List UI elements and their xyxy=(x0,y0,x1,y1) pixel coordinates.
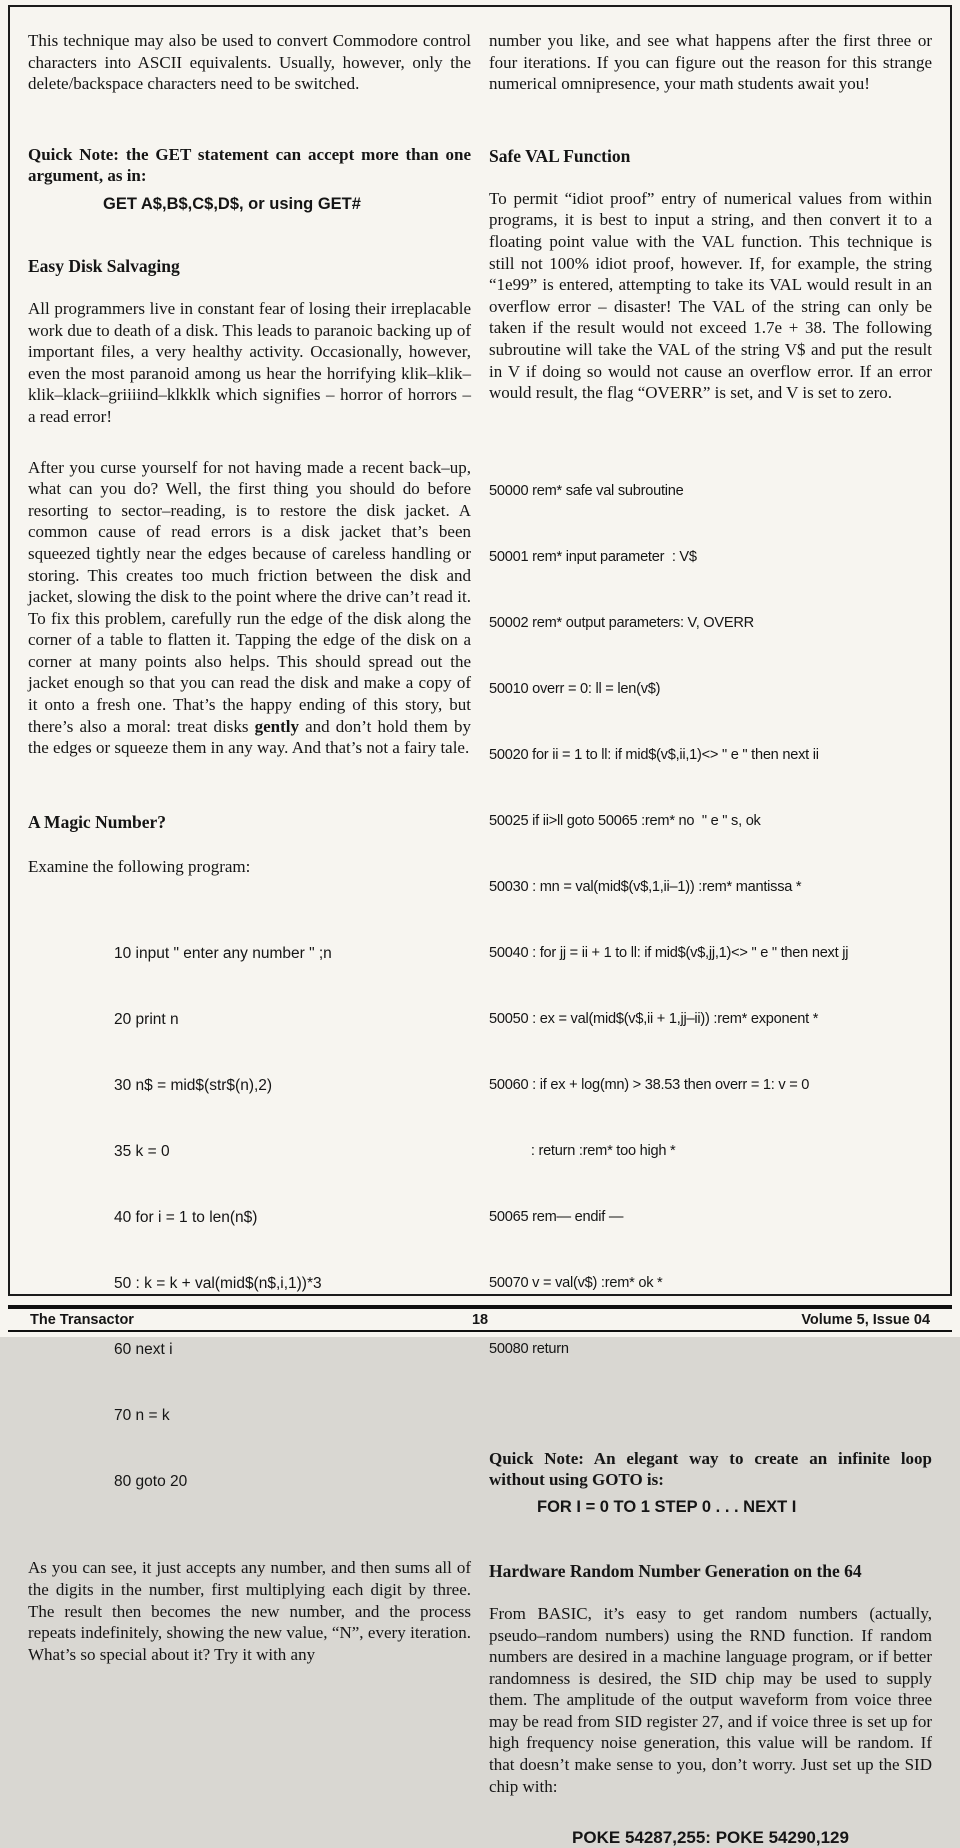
code-line: 50001 rem* input parameter : V$ xyxy=(489,548,697,565)
heading-a-magic-number: A Magic Number? xyxy=(28,811,167,832)
left-column xyxy=(28,30,471,1665)
magic-number-outro: As you can see, it just accepts any number, and then sums all of the digits in the number, first multiplying each digit by three. The result then becomes the new number, and the process repeats indefinitely, showing the new value, “N”, every iteration. What’s so special about it? Try it with any xyxy=(28,1558,471,1664)
code-line: 50065 rem— endif — xyxy=(489,1208,624,1225)
code-line: 30 n$ = mid$(str$(n),2) xyxy=(114,1077,273,1095)
code-line: : return :rem* too high * xyxy=(489,1142,676,1159)
code-line: 50070 v = val(v$) :rem* ok * xyxy=(489,1274,663,1291)
heading-hardware-random: Hardware Random Number Generation on the 64 xyxy=(489,1560,862,1581)
safe-val-paragraph: To permit “idiot proof” entry of numerical values from within programs, it is best to input a string, and then convert it to a floating point value with the VAL function. This technique is still not 100% idiot proof, however. If, for example, the string “1e99” is entered, attempting to take its VAL would result in an overflow error – disaster! The VAL of the string can only be taken if the result would not exceed 1.7e + 38. The following subroutine will take the VAL of the string V$ and put the result in V if doing so would not cause an overflow error. If an error would result, the flag “OVERR” is set, and V is set to zero. xyxy=(489,188,932,403)
easy-disk-paragraph-2-end: and don’t hold them by the edges or squeeze them in any way. And that’s not a fairy tale. xyxy=(28,716,471,758)
code-line: 50025 if ii>ll goto 50065 :rem* no " e " s, ok xyxy=(489,812,761,829)
poke-command-line: POKE 54287,255: POKE 54290,129 xyxy=(572,1828,849,1848)
code-line: 50000 rem* safe val subroutine xyxy=(489,482,684,499)
code-line: 50040 : for jj = ii + 1 to ll: if mid$(v$,jj,1)<> " e " then next jj xyxy=(489,944,849,961)
quick-note-infinite-loop-code: FOR I = 0 TO 1 STEP 0 . . . NEXT I xyxy=(537,1497,797,1516)
code-line: 70 n = k xyxy=(114,1407,170,1425)
continued-paragraph: number you like, and see what happens after the first three or four iterations. If you can figure out the reason for this strange numerical omnipresence, your math students await you! xyxy=(489,31,932,94)
footer-page-number: 18 xyxy=(471,1311,489,1328)
footer-bar xyxy=(8,1305,952,1332)
code-line: 10 input " enter any number " ;n xyxy=(114,945,332,963)
hardware-random-paragraph: From BASIC, it’s easy to get random numbers (actually, pseudo–random numbers) using the RND function. If random numbers are desired in a machine language program, or if better randomness is desired, the SID chip may be used to supply them. The amplitude of the output waveform from voice three may be read from SID register 27, and if voice three is set up for high frequency noise generation, this value will be random. If that doesn’t make sense to you, don’t worry. Just set up the SID chip with: xyxy=(489,1603,932,1796)
easy-disk-paragraph-2-text: After you curse yourself for not having made a recent back–up, what can you do? Well, the first thing you should do before resorting to sector–reading, is to restore the disk jacket. A common cause of read errors is a disk jacket that’s been squeezed tightly near the edges because of careless handling or storing. This creates too much friction between the disk and jacket, slowing the disk to the point where the drive can’t read it. To fix this problem, carefully run the edge of the disk along the corner of a table to flatten it. Tapping the edge of the disk on a corner at many points also helps. This should spread out the jacket enough so that you can read the disk and make a copy of it onto a fresh one. That’s the happy ending of this story, but there’s also a moral: treat disks xyxy=(28,457,471,736)
footer-journal-title: The Transactor xyxy=(30,1311,134,1328)
code-line: 20 print n xyxy=(114,1011,179,1029)
code-line: 50010 overr = 0: ll = len(v$) xyxy=(489,680,661,697)
code-line: 50030 : mn = val(mid$(v$,1,ii–1)) :rem* mantissa * xyxy=(489,878,802,895)
code-line: 50002 rem* output parameters: V, OVERR xyxy=(489,614,754,631)
heading-easy-disk-salvaging: Easy Disk Salvaging xyxy=(28,255,180,276)
basic-program-listing xyxy=(114,899,471,1537)
code-line: 40 for i = 1 to len(n$) xyxy=(114,1209,258,1227)
code-line: 50060 : if ex + log(mn) > 38.53 then overr = 1: v = 0 xyxy=(489,1076,810,1093)
magic-number-intro: Examine the following program: xyxy=(28,856,251,876)
easy-disk-paragraph-2 xyxy=(28,457,471,759)
code-line: 80 goto 20 xyxy=(114,1473,188,1491)
code-line: 50020 for ii = 1 to ll: if mid$(v$,ii,1)<> " e " then next ii xyxy=(489,746,819,763)
easy-disk-paragraph-1: All programmers live in constant fear of losing their irreplacable work due to death of a disk. This leads to paranoic backing up of important files, a very healthy activity. Occasionally, however, even the most paranoid among us hear the horrifying klik–klik–klik–klack–griiiind–klkklk which signifies – horror of horrors – a read error! xyxy=(28,298,471,426)
code-line: 50 : k = k + val(mid$(n$,i,1))*3 xyxy=(114,1275,322,1293)
quick-note-get-code: GET A$,B$,C$,D$, or using GET# xyxy=(103,194,361,213)
code-line: 50080 return xyxy=(489,1340,569,1357)
right-column xyxy=(489,30,932,1848)
gently-bold-word: gently xyxy=(254,716,299,736)
safe-val-subroutine-listing xyxy=(489,436,932,1404)
code-line: 60 next i xyxy=(114,1341,173,1359)
heading-safe-val-function: Safe VAL Function xyxy=(489,145,631,166)
code-line: 50050 : ex = val(mid$(v$,ii + 1,jj–ii)) :rem* exponent * xyxy=(489,1010,819,1027)
intro-paragraph: This technique may also be used to convert Commodore control characters into ASCII equivalents. Usually, however, only the delete/backspace characters need to be switched. xyxy=(28,31,471,94)
code-line: 35 k = 0 xyxy=(114,1143,170,1161)
quick-note-infinite-loop: Quick Note: An elegant way to create an infinite loop without using GOTO is: xyxy=(489,1448,932,1490)
footer-issue: Volume 5, Issue 04 xyxy=(801,1311,931,1328)
quick-note-get: Quick Note: the GET statement can accept more than one argument, as in: xyxy=(28,144,471,186)
